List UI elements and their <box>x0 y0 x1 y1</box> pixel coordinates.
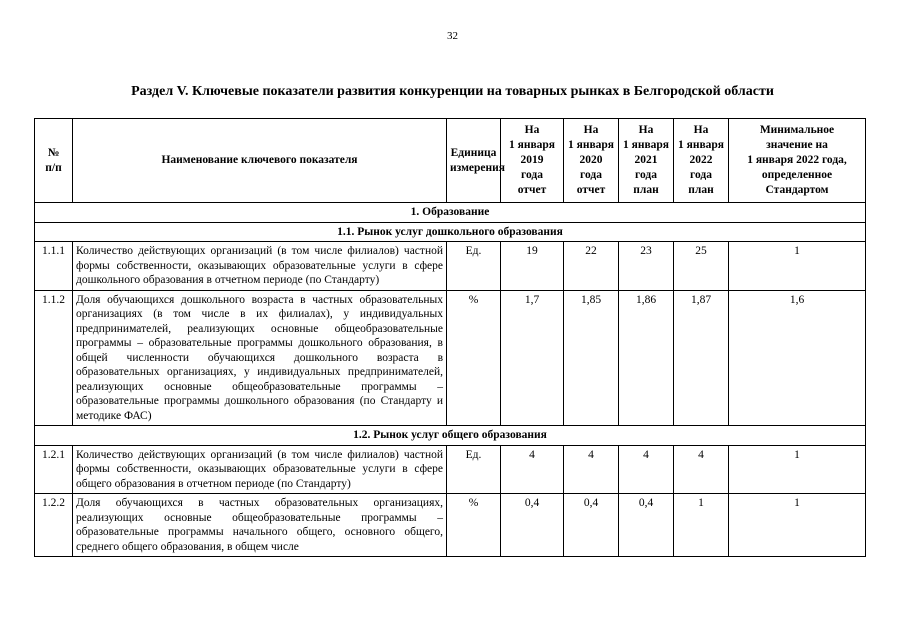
value-2019: 1,7 <box>501 290 564 426</box>
header-unit: Единица измерения <box>447 119 501 203</box>
section-row <box>35 203 866 223</box>
unit-cell: Ед. <box>447 242 501 291</box>
subsection-title: 1.1. Рынок услуг дошкольного образования <box>35 222 866 242</box>
value-2021: 23 <box>619 242 674 291</box>
value-min: 1 <box>729 445 866 494</box>
value-2020: 22 <box>564 242 619 291</box>
unit-cell: Ед. <box>447 445 501 494</box>
table-row <box>35 445 866 494</box>
row-number: 1.1.1 <box>35 242 73 291</box>
indicator-name: Доля обучающихся в частных образовательных организациях, реализующих основные общеобразовательные программы – образовательные программы начального общего, основного общего, среднего общего образования, в общем числе <box>73 494 447 557</box>
subsection-title: 1.2. Рынок услуг общего образования <box>35 426 866 446</box>
value-2022: 25 <box>674 242 729 291</box>
row-number: 1.2.1 <box>35 445 73 494</box>
indicator-name: Доля обучающихся дошкольного возраста в частных образовательных организациях (в том числе в их филиалах), у индивидуальных предпринимателей, реализующих основные общеобразовательные программы – образовательные программы дошкольного образования, в общей численности обучающихся дошкольного возраста в образовательных организациях, у индивидуальных предпринимателей, реализующих основные общеобразовательные программы – образовательные программы дошкольного образования (по Стандарту и методике ФАС) <box>73 290 447 426</box>
header-2020: На 1 января 2020 года отчет <box>564 119 619 203</box>
unit-cell: % <box>447 494 501 557</box>
value-2022: 4 <box>674 445 729 494</box>
value-min: 1,6 <box>729 290 866 426</box>
value-min: 1 <box>729 494 866 557</box>
header-num: № п/п <box>35 119 73 203</box>
row-number: 1.1.2 <box>35 290 73 426</box>
value-2019: 19 <box>501 242 564 291</box>
header-min: Минимальное значение на 1 января 2022 года, определенное Стандартом <box>729 119 866 203</box>
value-2020: 4 <box>564 445 619 494</box>
header-name: Наименование ключевого показателя <box>73 119 447 203</box>
table-row <box>35 290 866 426</box>
page-number: 32 <box>447 30 458 42</box>
table-row <box>35 494 866 557</box>
table-header-row <box>35 119 866 203</box>
indicators-table <box>34 118 866 557</box>
value-2021: 0,4 <box>619 494 674 557</box>
value-2020: 0,4 <box>564 494 619 557</box>
header-2021: На 1 января 2021 года план <box>619 119 674 203</box>
value-2021: 4 <box>619 445 674 494</box>
value-2020: 1,85 <box>564 290 619 426</box>
page-title: Раздел V. Ключевые показатели развития конкуренции на товарных рынках в Белгородской области <box>131 84 774 99</box>
section-title: 1. Образование <box>35 203 866 223</box>
value-min: 1 <box>729 242 866 291</box>
value-2021: 1,86 <box>619 290 674 426</box>
value-2019: 4 <box>501 445 564 494</box>
subsection-row <box>35 222 866 242</box>
subsection-row <box>35 426 866 446</box>
value-2022: 1,87 <box>674 290 729 426</box>
unit-cell: % <box>447 290 501 426</box>
indicator-name: Количество действующих организаций (в том числе филиалов) частной формы собственности, оказывающих образовательные услуги в сфере дошкольного образования в отчетном периоде (по Стандарту) <box>73 242 447 291</box>
header-2022: На 1 января 2022 года план <box>674 119 729 203</box>
row-number: 1.2.2 <box>35 494 73 557</box>
header-2019: На 1 января 2019 года отчет <box>501 119 564 203</box>
value-2019: 0,4 <box>501 494 564 557</box>
indicator-name: Количество действующих организаций (в том числе филиалов) частной формы собственности, оказывающих образовательные услуги в сфере общего образования в отчетном периоде (по Стандарту) <box>73 445 447 494</box>
value-2022: 1 <box>674 494 729 557</box>
table-row <box>35 242 866 291</box>
